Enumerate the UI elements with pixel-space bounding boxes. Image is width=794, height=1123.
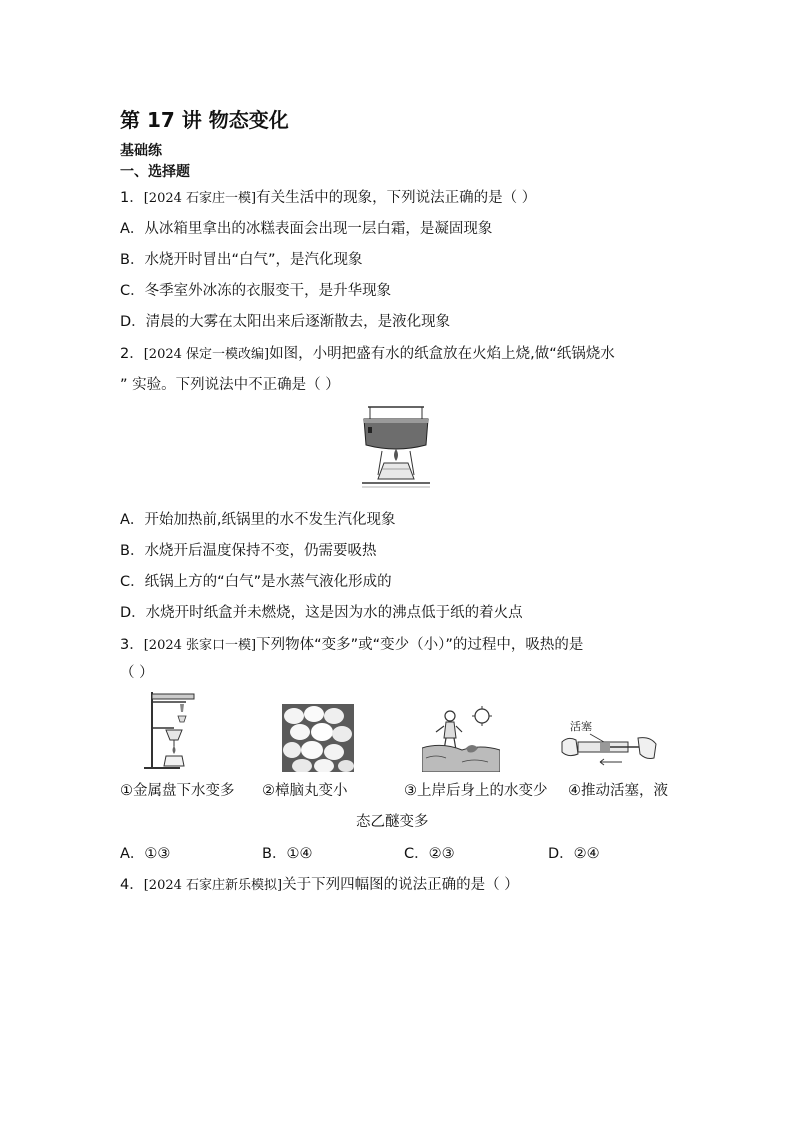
metal-plate-apparatus-figure [140, 688, 198, 772]
question-3 [120, 633, 583, 654]
mothballs-photo-figure [282, 704, 354, 772]
syringe-figure [560, 728, 660, 768]
q1-option-b: B．水烧开时冒出“白气”，是汽化现象 [120, 252, 363, 268]
q3-option-d: D．②④ [548, 846, 600, 862]
question-3-paren: （ ） [120, 665, 154, 681]
q3-option-b: B．①④ [262, 846, 313, 862]
question-1 [120, 186, 536, 207]
question-stem: 如图，小明把盛有水的纸盒放在火焰上烧,做“纸锅烧水 [269, 346, 615, 362]
q2-option-c: C．纸锅上方的“白气”是水蒸气液化形成的 [120, 574, 392, 590]
figure-caption-2: ②樟脑丸变小 [262, 783, 348, 799]
q3-option-c: C．②③ [404, 846, 455, 862]
question-number: 4． [120, 877, 144, 893]
question-source: [2024 张家口一模] [143, 638, 257, 653]
paper-pot-figure [358, 405, 434, 491]
question-2-stem-cont: ” 实验。下列说法中不正确是（ ） [120, 377, 340, 393]
question-source: [2024 石家庄新乐模拟] [143, 878, 283, 893]
figure-caption-1: ①金属盘下水变多 [120, 783, 235, 799]
q2-option-a: A．开始加热前,纸锅里的水不发生汽化现象 [120, 512, 396, 528]
figure-caption-4-cont: 态乙醚变多 [356, 814, 429, 830]
question-stem: 关于下列四幅图的说法正确的是（ ） [282, 877, 519, 893]
question-stem: 下列物体“变多”或“变少（小）”的过程中，吸热的是 [256, 637, 584, 653]
q1-option-c: C．冬季室外冰冻的衣服变干，是升华现象 [120, 283, 392, 299]
piston-label: 活塞 [570, 720, 592, 733]
question-source: [2024 保定一模改编] [143, 347, 270, 362]
question-stem: 有关生活中的现象，下列说法正确的是（ ） [256, 190, 537, 206]
question-source: [2024 石家庄一模] [143, 191, 257, 206]
figure-caption-3: ③上岸后身上的水变少 [404, 783, 548, 799]
section-heading: 一、选择题 [120, 164, 190, 180]
question-4 [120, 873, 519, 894]
page-title: 第 17 讲 物态变化 [120, 108, 289, 132]
q3-option-a: A．①③ [120, 846, 171, 862]
figure-caption-4: ④推动活塞，液 [568, 783, 668, 799]
q1-option-d: D．清晨的大雾在太阳出来后逐渐散去，是液化现象 [120, 314, 451, 330]
question-number: 1． [120, 190, 144, 206]
q2-option-d: D．水烧开时纸盒并未燃烧，这是因为水的沸点低于纸的着火点 [120, 605, 523, 621]
question-2 [120, 342, 615, 363]
swimmer-ashore-figure [422, 704, 500, 772]
q2-option-b: B．水烧开后温度保持不变，仍需要吸热 [120, 543, 377, 559]
question-number: 2． [120, 346, 144, 362]
q1-option-a: A．从冰箱里拿出的冰糕表面会出现一层白霜，是凝固现象 [120, 221, 493, 237]
practice-level: 基础练 [120, 143, 162, 159]
question-number: 3． [120, 637, 144, 653]
